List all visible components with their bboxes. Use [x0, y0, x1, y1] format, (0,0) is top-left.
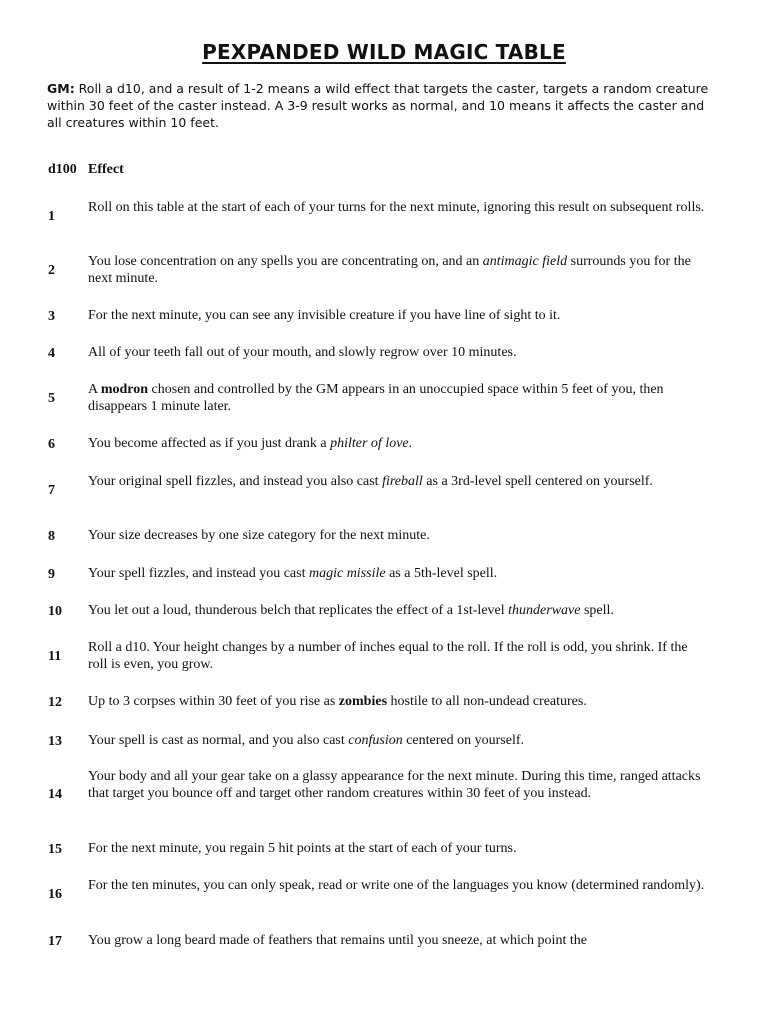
effect-text-segment: All of your teeth fall out of your mouth, and slowly regrow over 10 minutes.	[88, 345, 517, 360]
effect-text-segment: hostile to all non-undead creatures.	[387, 694, 587, 709]
effect-text-segment: surrounds you for the next minute.	[88, 254, 691, 286]
table-row	[48, 435, 708, 455]
italic-spell-name: philter of love	[330, 436, 409, 451]
roll-number: 10	[48, 604, 62, 619]
effect-text-segment: For the ten minutes, you can only speak, read or write one of the languages you know (determined randomly).	[88, 878, 705, 893]
table-row	[48, 565, 708, 585]
effect-text-segment: For the next minute, you regain 5 hit points at the start of each of your turns.	[88, 841, 517, 856]
effect-text-segment: spell.	[580, 603, 614, 618]
effect-text-segment: Your original spell fizzles, and instead you also cast	[88, 474, 383, 489]
roll-number: 4	[48, 346, 55, 361]
table-header	[48, 162, 708, 182]
roll-number: 3	[48, 309, 55, 324]
roll-number: 17	[48, 934, 62, 949]
roll-number: 15	[48, 842, 62, 857]
effect-text-segment: Your spell fizzles, and instead you cast	[88, 566, 309, 581]
effect-text	[88, 768, 708, 802]
roll-number: 5	[48, 391, 55, 406]
effect-text-segment: You let out a loud, thunderous belch that replicates the effect of a 1st-level	[88, 603, 509, 618]
italic-spell-name: confusion	[348, 733, 403, 748]
document-title: PEXPANDED WILD MAGIC TABLE	[202, 40, 566, 64]
table-row	[48, 344, 708, 364]
effect-text	[88, 693, 708, 710]
effect-text-segment: as a 3rd-level spell centered on yourself.	[422, 474, 653, 489]
effect-text-segment: For the next minute, you can see any invisible creature if you have line of sight to it.	[88, 308, 561, 323]
italic-spell-name: thunderwave	[508, 603, 581, 618]
table-row	[48, 253, 708, 289]
effect-text-segment: A	[88, 382, 101, 397]
effect-text	[88, 732, 708, 749]
roll-number: 9	[48, 567, 55, 582]
effect-text-segment: chosen and controlled by the GM appears in an unoccupied space within 5 feet of you, then disappears 1 minute later.	[88, 382, 664, 414]
effect-text	[88, 565, 708, 582]
effect-text	[88, 381, 708, 415]
roll-number: 7	[48, 483, 55, 498]
effect-text-segment: You grow a long beard made of feathers that remains until you sneeze, at which point the	[88, 933, 587, 948]
effect-text-segment: as a 5th-level spell.	[385, 566, 498, 581]
effect-text-segment: You become affected as if you just drank a	[88, 436, 331, 451]
effect-text	[88, 639, 708, 673]
table-row	[48, 199, 708, 235]
effect-text-segment: .	[408, 436, 413, 451]
effect-text	[88, 253, 708, 287]
effect-text	[88, 877, 708, 894]
roll-number: 8	[48, 529, 55, 544]
italic-spell-name: magic missile	[308, 566, 386, 581]
roll-number: 6	[48, 437, 55, 452]
roll-number: 11	[48, 649, 62, 664]
table-row	[48, 307, 708, 327]
effect-text-segment: Your spell is cast as normal, and you also cast	[88, 733, 349, 748]
effect-text-segment: centered on yourself.	[402, 733, 525, 748]
effect-text-segment: You lose concentration on any spells you are concentrating on, and an	[88, 254, 483, 269]
effect-text	[88, 473, 708, 490]
table-row	[48, 473, 708, 509]
table-row	[48, 693, 708, 713]
bold-creature-name: zombies	[338, 694, 388, 709]
table-row	[48, 932, 708, 952]
effect-text	[88, 840, 708, 857]
roll-number: 2	[48, 263, 55, 278]
effect-text	[88, 932, 708, 949]
roll-number: 14	[48, 786, 62, 802]
gm-label: GM:	[47, 81, 75, 96]
gm-intro-text: Roll a d10, and a result of 1-2 means a wild effect that targets the caster, targets a random creature within 30 feet of the caster instead. A 3-9 result works as normal, and 10 means it affects the caster and all creatures within 10 feet.	[47, 81, 709, 130]
italic-spell-name: antimagic field	[482, 254, 568, 269]
roll-number: 16	[48, 887, 62, 902]
effect-text	[88, 527, 708, 544]
effect-text	[88, 344, 708, 361]
table-row	[48, 732, 708, 752]
effect-text-segment: Your body and all your gear take on a glassy appearance for the next minute. During this time, ranged attacks that target you bounce off and target other random creatures within 30 feet of you instead.	[88, 769, 701, 801]
effect-text-segment: Roll on this table at the start of each of your turns for the next minute, ignoring this result on subsequent rolls.	[88, 200, 705, 215]
table-row	[48, 768, 708, 821]
effect-text-segment: Roll a d10. Your height changes by a number of inches equal to the roll. If the roll is odd, you shrink. If the roll is even, you grow.	[88, 640, 688, 672]
table-row	[48, 602, 708, 622]
effect-text	[88, 435, 708, 452]
italic-spell-name: fireball	[382, 474, 423, 489]
roll-number: 12	[48, 695, 62, 710]
roll-number: 13	[48, 734, 62, 749]
effect-text	[88, 602, 708, 619]
roll-number: 1	[48, 209, 55, 224]
table-row	[48, 639, 708, 675]
effect-text	[88, 307, 708, 324]
table-row	[48, 381, 708, 417]
effect-text	[88, 199, 708, 216]
column-header-effect: Effect	[88, 162, 124, 177]
table-row	[48, 527, 708, 547]
effect-text-segment: Your size decreases by one size category for the next minute.	[88, 528, 430, 543]
table-row	[48, 877, 708, 913]
bold-creature-name: modron	[100, 382, 149, 397]
effect-text-segment: Up to 3 corpses within 30 feet of you rise as	[88, 694, 339, 709]
column-header-d100: d100	[48, 162, 77, 177]
gm-intro-paragraph	[47, 80, 719, 131]
table-row	[48, 840, 708, 860]
